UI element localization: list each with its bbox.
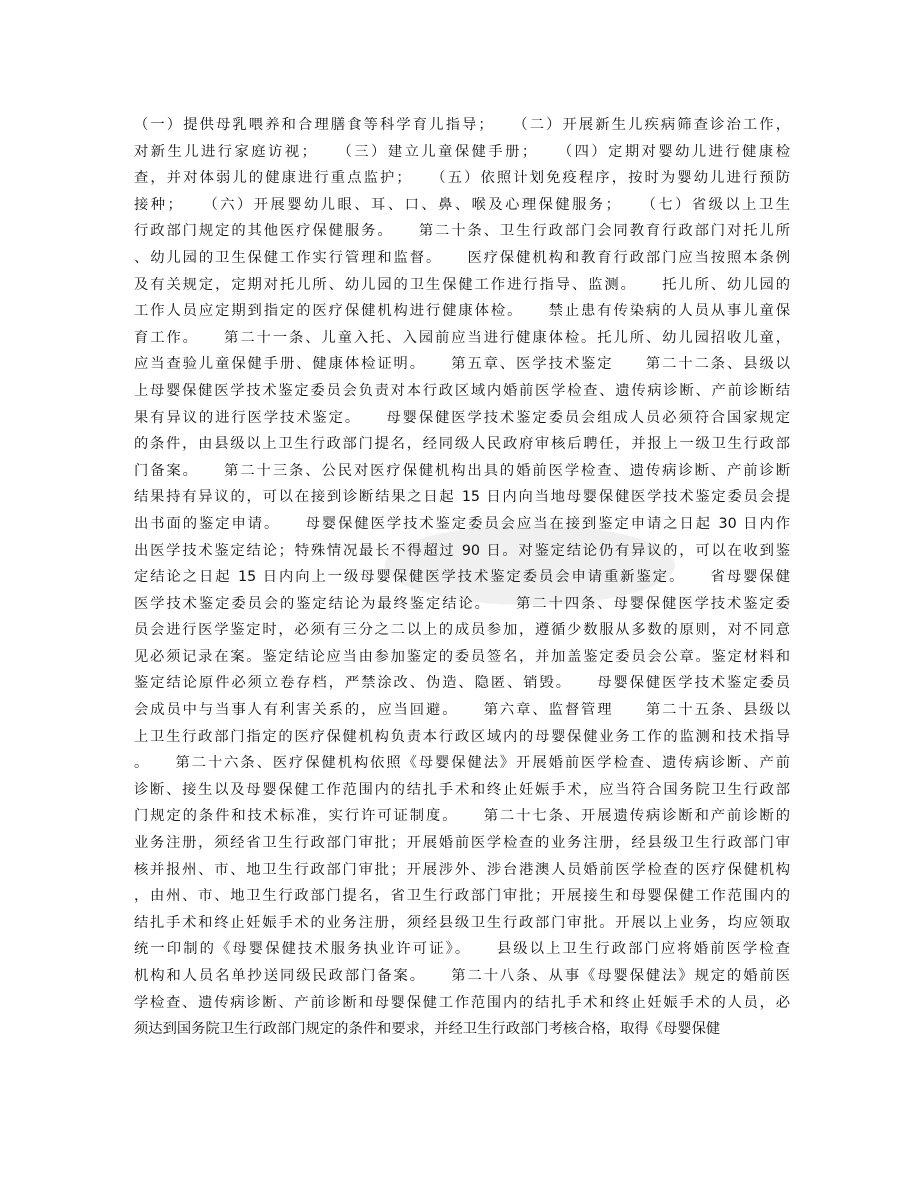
text-line: 业务注册，须经省卫生行政部门审批；开展婚前医学检查的业务注册，经县级卫生行政部门审 <box>134 835 790 852</box>
text-line: 行政部门规定的其他医疗保健服务。 第二十条、卫生行政部门会同教育行政部门对托儿所 <box>134 223 790 240</box>
text-line: 统一印制的《母婴保健技术服务执业许可证》。 县级以上卫生行政部门应将婚前医学检查 <box>134 941 790 958</box>
text-line: 出医学技术鉴定结论；特殊情况最长不得超过 90 日。对鉴定结论仍有异议的，可以在收到鉴 <box>134 542 790 559</box>
text-line: ，由州、市、地卫生行政部门提名，省卫生行政部门审批；开展接生和母婴保健工作范围内的 <box>134 888 790 905</box>
text-line: 见必须记录在案。鉴定结论应当由参加鉴定的委员签名，并加盖鉴定委员会公章。鉴定材料和 <box>134 648 790 665</box>
text-line: 医学技术鉴定委员会的鉴定结论为最终鉴定结论。 第二十四条、母婴保健医学技术鉴定委 <box>134 595 790 612</box>
text-line: 机构和人员名单抄送同级民政部门备案。 第二十八条、从事《母婴保健法》规定的婚前医 <box>134 968 790 984</box>
text-line: 工作人员应定期到指定的医疗保健机构进行健康体检。 禁止患有传染病的人员从事儿童保 <box>134 303 790 320</box>
text-line: 接种； （六）开展婴幼儿眼、耳、口、鼻、喉及心理保健服务； （七）省级以上卫生 <box>134 196 790 213</box>
text-line: 诊断、接生以及母婴保健工作范围内的结扎手术和终止妊娠手术，应当符合国务院卫生行政部 <box>134 781 790 798</box>
text-line: 门规定的条件和技术标准，实行许可证制度。 第二十七条、开展遗传病诊断和产前诊断的 <box>134 808 790 825</box>
text-line: 查，并对体弱儿的健康进行重点监护； （五）依照计划免疫程序，按时为婴幼儿进行预防 <box>134 170 790 187</box>
text-line: 育工作。 第二十一条、儿童入托、入园前应当进行健康体检。托儿所、幼儿园招收儿童， <box>134 329 790 346</box>
text-line: 出书面的鉴定申请。 母婴保健医学技术鉴定委员会应当在接到鉴定申请之日起 30 日内作 <box>134 515 790 532</box>
text-line: 上卫生行政部门指定的医疗保健机构负责本行政区域内的母婴保健业务工作的监测和技术指导 <box>134 728 790 745</box>
text-line: 鉴定结论原件必须立卷存档，严禁涂改、伪造、隐匿、销毁。 母婴保健医学技术鉴定委员 <box>134 675 790 692</box>
text-line: 须达到国务院卫生行政部门规定的条件和要求，并经卫生行政部门考核合格，取得《母婴保健 <box>134 1021 721 1038</box>
text-line: 应当查验儿童保健手册、健康体检证明。 第五章、医学技术鉴定 第二十二条、县级以 <box>134 356 790 373</box>
text-line: 学检查、遗传病诊断、产前诊断和母婴保健工作范围内的结扎手术和终止妊娠手术的人员，必 <box>134 994 790 1011</box>
text-line: 上母婴保健医学技术鉴定委员会负责对本行政区域内婚前医学检查、遗传病诊断、产前诊断结 <box>134 382 790 399</box>
text-line: 结果持有异议的，可以在接到诊断结果之日起 15 日内向当地母婴保健医学技术鉴定委员会提 <box>134 489 790 506</box>
text-line: 员会进行医学鉴定时，必须有三分之二以上的成员参加，遵循少数服从多数的原则，对不同意 <box>134 622 790 639</box>
text-line: 。 第二十六条、医疗保健机构依照《母婴保健法》开展婚前医学检查、遗传病诊断、产前 <box>134 755 790 772</box>
text-line: 核并报州、市、地卫生行政部门审批；开展涉外、涉台港澳人员婚前医学检查的医疗保健机构 <box>134 861 790 878</box>
text-line: 定结论之日起 15 日内向上一级母婴保健医学技术鉴定委员会申请重新鉴定。 省母婴保健 <box>134 569 790 586</box>
text-line: 门备案。 第二十三条、公民对医疗保健机构出具的婚前医学检查、遗传病诊断、产前诊断 <box>134 462 790 479</box>
text-line: （一）提供母乳喂养和合理膳食等科学育儿指导； （二）开展新生儿疾病筛查诊治工作， <box>134 117 790 133</box>
text-line: 会成员中与当事人有利害关系的，应当回避。 第六章、监督管理 第二十五条、县级以 <box>134 702 790 719</box>
text-line: 对新生儿进行家庭访视； （三）建立儿童保健手册； （四）定期对婴幼儿进行健康检 <box>134 143 790 160</box>
document-body <box>134 112 790 1043</box>
text-line: 的条件，由县级以上卫生行政部门提名，经同级人民政府审核后聘任，并报上一级卫生行政部 <box>134 436 790 453</box>
text-line: 及有关规定，定期对托儿所、幼儿园的卫生保健工作进行指导、监测。 托儿所、幼儿园的 <box>134 276 790 293</box>
text-line: 果有异议的进行医学技术鉴定。 母婴保健医学技术鉴定委员会组成人员必须符合国家规定 <box>134 409 790 426</box>
text-line: 、幼儿园的卫生保健工作实行管理和监督。 医疗保健机构和教育行政部门应当按照本条例 <box>134 249 790 266</box>
text-line: 结扎手术和终止妊娠手术的业务注册，须经县级卫生行政部门审批。开展以上业务，均应领取 <box>134 914 790 931</box>
